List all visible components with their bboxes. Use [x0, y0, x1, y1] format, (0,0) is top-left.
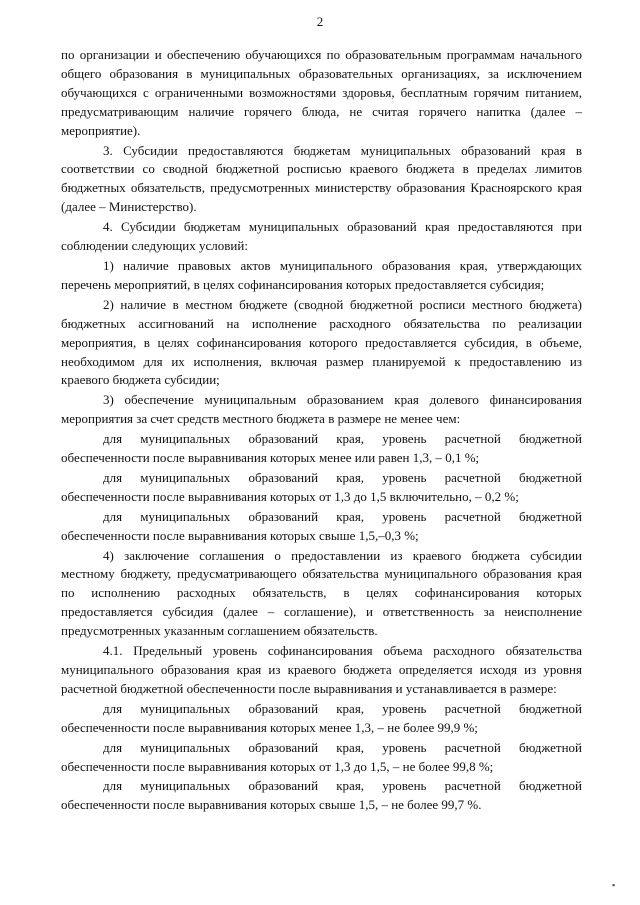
scan-mark: ▪ — [612, 880, 616, 890]
paragraph: 1) наличие правовых актов муниципального образования края, утверждающих перечень мероприятий, в целях софинансирования которых предоставляется субсидия; — [61, 257, 582, 292]
paragraph: для муниципальных образований края, уровень расчетной бюджетной обеспеченности после выравнивания которых свыше 1,5,–0,3 %; — [61, 508, 582, 543]
paragraph: 4.1. Предельный уровень софинансирования объема расходного обязательства муниципального образования края из краевого бюджета определяется исходя из уровня расчетной бюджетной обеспеченности после выравнивания и устанавливается в размере: — [61, 643, 582, 696]
paragraph: 2) наличие в местном бюджете (сводной бюджетной росписи местного бюджета) бюджетных ассигнований на исполнение расходного обязательства по реализации мероприятия, в целях софинансирования которого предоставляется субсидия, в объеме, необходимом для их исполнения, включая размер планируемой к предоставлению из краевого бюджета субсидии; — [61, 296, 582, 388]
page-number: 2 — [316, 14, 324, 29]
paragraph: 3) обеспечение муниципальным образованием края долевого финансирования мероприятия за счет средств местного бюджета в размере не менее чем: — [61, 392, 582, 427]
paragraph: по организации и обеспечению обучающихся по образовательным программам начального общего образования в муниципальных образовательных организациях, за исключением обучающихся с ограниченными возможностями здоровья, бесплатным горячим питанием, предусматривающим наличие горячего блюда, не считая горячего напитка (далее – мероприятие). — [61, 47, 582, 138]
paragraph: 4. Субсидии бюджетам муниципальных образований края предоставляются при соблюдении следующих условий: — [61, 219, 582, 254]
paragraph: для муниципальных образований края, уровень расчетной бюджетной обеспеченности после выравнивания которых свыше 1,5, – не более 99,7 %. — [61, 778, 582, 813]
paragraph: для муниципальных образований края, уровень расчетной бюджетной обеспеченности после выравнивания которых от 1,3 до 1,5, – не более 99,8 %; — [61, 739, 582, 774]
paragraph: для муниципальных образований края, уровень расчетной бюджетной обеспеченности после выравнивания которых менее или равен 1,3, – 0,1 %; — [61, 431, 582, 466]
paragraph: для муниципальных образований края, уровень расчетной бюджетной обеспеченности после выравнивания которых менее 1,3, – не более 99,9 %; — [61, 700, 582, 735]
paragraph: 3. Субсидии предоставляются бюджетам муниципальных образований края в соответствии со сводной бюджетной росписью краевого бюджета в пределах лимитов бюджетных обязательств, предусмотренных министерству образования Красноярского края (далее – Министерство). — [61, 142, 582, 215]
paragraph: 4) заключение соглашения о предоставлении из краевого бюджета субсидии местному бюджету, предусматривающего обязательства муниципального образования края по исполнению расходных обязательств, в целях софинансирования которых предоставляется субсидия (далее – соглашение), и ответственность за неисполнение предусмотренных указанным соглашением обязательств. — [61, 547, 582, 639]
document-body — [61, 46, 582, 815]
paragraph: для муниципальных образований края, уровень расчетной бюджетной обеспеченности после выравнивания которых от 1,3 до 1,5 включительно, – 0,2 %; — [61, 469, 582, 504]
